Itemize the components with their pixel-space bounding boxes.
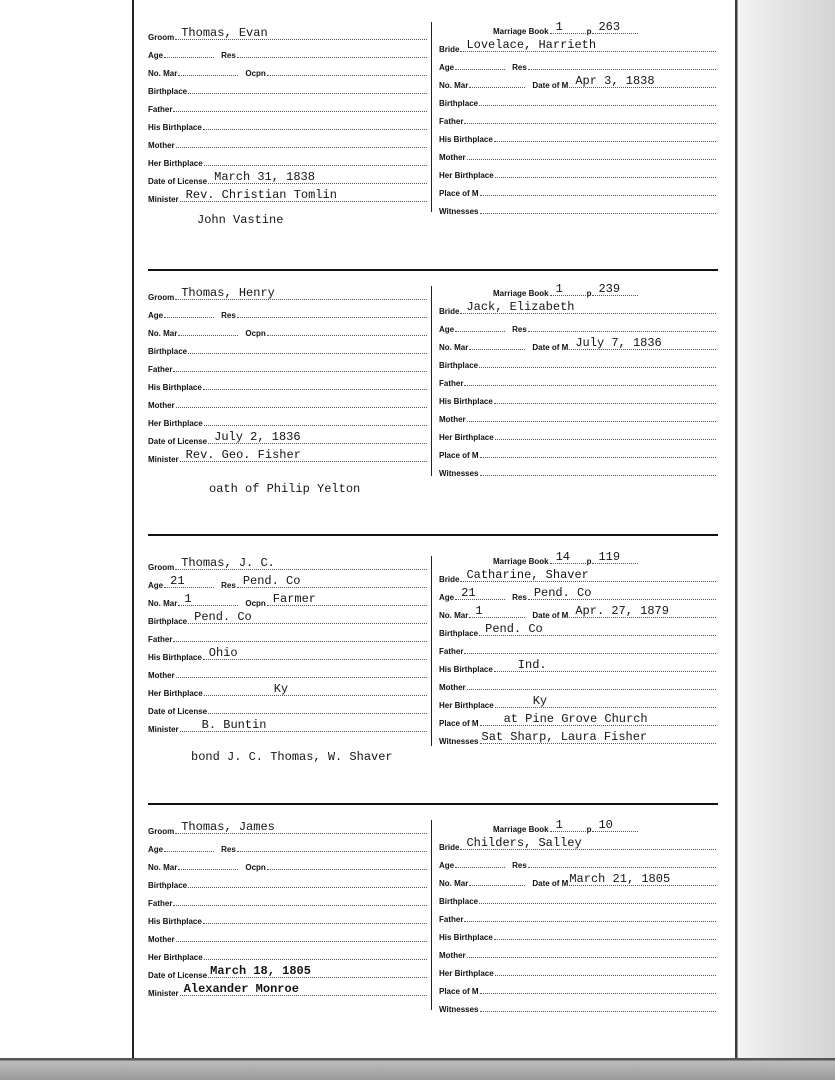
page-label: p [586,289,592,298]
groom-birthplace: Pend. Co [194,610,252,624]
record-divider [148,534,718,536]
bride-mother-label: Mother [439,951,466,960]
groom-row [148,24,428,42]
witnesses-label: Witnesses [439,207,479,216]
bride-birthplace: Pend. Co [485,622,543,636]
bride-no-mar-label: No. Mar [439,879,469,888]
groom-column [148,24,428,204]
minister-label: Minister [148,725,179,734]
mother-label: Mother [148,141,175,150]
marriage-book-row [439,548,717,566]
birthplace-label: Birthplace [148,617,188,626]
license-date: March 18, 1805 [210,964,311,978]
bride-no-mar-row [439,870,717,888]
groom-name: Thomas, Evan [181,26,268,40]
bride-no-mar-label: No. Mar [439,611,469,620]
place-of-m-label: Place of M [439,451,479,460]
card-column-divider [431,820,432,1010]
bride-no-mar-label: No. Mar [439,343,469,352]
minister-name: Alexander Monroe [183,982,299,996]
license-date: March 31, 1838 [214,170,315,184]
bride-mother-row [439,406,717,424]
groom-label: Groom [148,827,175,836]
marriage-book-row [439,18,717,36]
marriage-record-card [145,550,720,774]
mother-row [148,392,428,410]
license-date-label: Date of License [148,971,208,980]
no-mar-row [148,854,428,872]
witnesses-row [439,728,717,746]
birthplace-row [148,78,428,96]
bride-her-birthplace-row [439,960,717,978]
bride-name: Lovelace, Harrieth [466,38,597,52]
age-res-row [148,302,428,320]
minister-name: B. Buntin [201,718,267,732]
license-date-row [148,168,428,186]
bride-his-birthplace-row [439,388,717,406]
date-of-m-label: Date of M [532,879,569,888]
minister-name: Rev. Geo. Fisher [185,448,301,462]
groom-name: Thomas, James [181,820,275,834]
birthplace-row [148,338,428,356]
marriage-book-label: Marriage Book [493,557,549,566]
marriage-record-card [145,20,720,235]
his-birthplace-row [148,374,428,392]
bride-birthplace-row [439,888,717,906]
groom-name: Thomas, J. C. [181,556,275,570]
no-mar-label: No. Mar [148,69,178,78]
bride-birthplace-label: Birthplace [439,99,479,108]
bride-her-birthplace-label: Her Birthplace [439,433,494,442]
marriage-book-label: Marriage Book [493,27,549,36]
bride-label: Bride [439,843,460,852]
bride-column [439,816,717,1014]
marriage-book-number: 1 [555,282,563,296]
license-date-label: Date of License [148,177,208,186]
bride-birthplace-row [439,352,717,370]
bride-mother-label: Mother [439,415,466,424]
bride-age-res-row [439,852,717,870]
bride-age-label: Age [439,63,455,72]
license-date-row [148,698,428,716]
father-label: Father [148,105,173,114]
groom-column [148,284,428,464]
bride-father-label: Father [439,117,464,126]
his-birthplace-label: His Birthplace [148,123,202,132]
groom-column [148,554,428,734]
groom-her-birthplace: Ky [273,682,289,696]
record-divider [148,803,718,805]
place-of-m-row [439,442,717,460]
no-mar-label: No. Mar [148,863,178,872]
bride-name: Childers, Salley [466,836,582,850]
no-mar-row [148,320,428,338]
bride-age-label: Age [439,861,455,870]
record-divider [148,269,718,271]
groom-label: Groom [148,293,175,302]
bride-res-label: Res [512,325,527,334]
marriage-book-page: 10 [598,818,613,832]
marriage-book-number: 1 [555,20,563,34]
age-label: Age [148,581,164,590]
ocpn-label: Ocpn [245,599,266,608]
age-label: Age [148,51,164,60]
bride-name: Catharine, Shaver [466,568,589,582]
age-label: Age [148,311,164,320]
groom-age: 21 [170,574,185,588]
ocpn-label: Ocpn [245,329,266,338]
bride-res-label: Res [512,861,527,870]
groom-no-mar: 1 [184,592,192,606]
birthplace-row [148,872,428,890]
date-of-m-label: Date of M [532,343,569,352]
bride-no-mar-label: No. Mar [439,81,469,90]
age-res-row [148,42,428,60]
witnesses-label: Witnesses [439,737,479,746]
birthplace-label: Birthplace [148,347,188,356]
witnesses-names: Sat Sharp, Laura Fisher [481,730,648,744]
bride-label: Bride [439,575,460,584]
bride-no-mar-row [439,72,717,90]
bride-column [439,548,717,746]
her-birthplace-row [148,410,428,428]
her-birthplace-row [148,150,428,168]
marriage-book-page: 263 [598,20,621,34]
mother-row [148,132,428,150]
card-column-divider [431,22,432,212]
age-res-row [148,572,428,590]
bride-label: Bride [439,307,460,316]
witnesses-row [439,996,717,1014]
her-birthplace-label: Her Birthplace [148,689,203,698]
groom-row [148,284,428,302]
bride-father-label: Father [439,379,464,388]
marriage-place: at Pine Grove Church [503,712,648,726]
age-res-row [148,836,428,854]
bride-her-birthplace-label: Her Birthplace [439,701,494,710]
bride-row [439,834,717,852]
groom-row [148,818,428,836]
bride-his-birthplace-label: His Birthplace [439,665,493,674]
marriage-date: Apr. 27, 1879 [575,604,669,618]
scan-left-margin [0,0,134,1080]
bride-age-label: Age [439,325,455,334]
res-label: Res [221,51,236,60]
minister-label: Minister [148,455,179,464]
bride-his-birthplace-row [439,656,717,674]
his-birthplace-label: His Birthplace [148,653,202,662]
father-label: Father [148,365,173,374]
bride-name: Jack, Elizabeth [466,300,575,314]
her-birthplace-label: Her Birthplace [148,953,203,962]
page-label: p [586,825,592,834]
her-birthplace-row [148,944,428,962]
bride-her-birthplace-label: Her Birthplace [439,969,494,978]
her-birthplace-label: Her Birthplace [148,159,203,168]
license-date-row [148,962,428,980]
father-row [148,356,428,374]
scan-right-edge [735,0,835,1080]
birthplace-label: Birthplace [148,881,188,890]
bride-mother-row [439,942,717,960]
bride-birthplace-label: Birthplace [439,629,479,638]
groom-res: Pend. Co [242,574,301,588]
bride-age-res-row [439,316,717,334]
bride-his-birthplace-row [439,126,717,144]
bride-no-mar: 1 [475,604,483,618]
groom-column [148,818,428,998]
marriage-book-row [439,280,717,298]
bride-her-birthplace-row [439,162,717,180]
groom-name: Thomas, Henry [181,286,275,300]
birthplace-label: Birthplace [148,87,188,96]
groom-label: Groom [148,563,175,572]
page-label: p [586,27,592,36]
minister-label: Minister [148,195,179,204]
minister-row [148,186,428,204]
bride-father-label: Father [439,647,464,656]
license-date-label: Date of License [148,437,208,446]
father-label: Father [148,899,173,908]
groom-label: Groom [148,33,175,42]
his-birthplace-row [148,114,428,132]
bride-res-label: Res [512,593,527,602]
mother-label: Mother [148,935,175,944]
place-of-m-row [439,978,717,996]
minister-row [148,446,428,464]
bride-mother-row [439,144,717,162]
marriage-record-card [145,284,720,504]
his-birthplace-label: His Birthplace [148,917,202,926]
minister-row [148,716,428,734]
marriage-book-label: Marriage Book [493,289,549,298]
father-row [148,626,428,644]
bride-label: Bride [439,45,460,54]
mother-label: Mother [148,671,175,680]
bride-age-label: Age [439,593,455,602]
scan-bottom-edge [0,1058,835,1080]
bride-father-row [439,906,717,924]
mother-label: Mother [148,401,175,410]
place-of-m-label: Place of M [439,189,479,198]
bride-column [439,280,717,478]
bride-birthplace-row [439,90,717,108]
license-date: July 2, 1836 [214,430,301,444]
card-column-divider [431,556,432,746]
her-birthplace-label: Her Birthplace [148,419,203,428]
her-birthplace-row [148,680,428,698]
bride-row [439,36,717,54]
bride-row [439,566,717,584]
minister-label: Minister [148,989,179,998]
date-of-m-label: Date of M [532,611,569,620]
father-row [148,96,428,114]
age-label: Age [148,845,164,854]
ocpn-label: Ocpn [245,863,266,872]
groom-row [148,554,428,572]
place-of-m-row [439,180,717,198]
bride-no-mar-row [439,334,717,352]
marriage-book-page: 239 [598,282,621,296]
his-birthplace-row [148,644,428,662]
groom-ocpn: Farmer [272,592,317,606]
license-date-label: Date of License [148,707,208,716]
bride-his-birthplace-row [439,924,717,942]
marriage-date: March 21, 1805 [569,872,671,886]
res-label: Res [221,845,236,854]
his-birthplace-label: His Birthplace [148,383,202,392]
marriage-record-card [145,818,720,1018]
bride-age-res-row [439,54,717,72]
bride-birthplace-row [439,620,717,638]
marriage-book-row [439,816,717,834]
bride-mother-row [439,674,717,692]
page-label: p [586,557,592,566]
marriage-book-page: 119 [598,550,621,564]
record-note: John Vastine [197,213,284,227]
marriage-book-label: Marriage Book [493,825,549,834]
bride-age: 21 [461,586,476,600]
card-column-divider [431,286,432,476]
record-note: bond J. C. Thomas, W. Shaver [191,750,393,764]
minister-name: Rev. Christian Tomlin [185,188,337,202]
bride-his-birthplace-label: His Birthplace [439,933,493,942]
date-of-m-label: Date of M [532,81,569,90]
bride-column [439,18,717,216]
bride-his-birthplace: Ind. [517,658,547,672]
bride-father-row [439,638,717,656]
bride-age-res-row [439,584,717,602]
witnesses-row [439,198,717,216]
witnesses-label: Witnesses [439,469,479,478]
witnesses-label: Witnesses [439,1005,479,1014]
bride-no-mar-row [439,602,717,620]
record-note: oath of Philip Yelton [209,482,361,496]
no-mar-label: No. Mar [148,329,178,338]
res-label: Res [221,581,236,590]
witnesses-row [439,460,717,478]
minister-row [148,980,428,998]
res-label: Res [221,311,236,320]
bride-her-birthplace-row [439,424,717,442]
bride-row [439,298,717,316]
mother-row [148,926,428,944]
bride-his-birthplace-label: His Birthplace [439,397,493,406]
no-mar-row [148,590,428,608]
bride-mother-label: Mother [439,153,466,162]
birthplace-row [148,608,428,626]
bride-her-birthplace-row [439,692,717,710]
mother-row [148,662,428,680]
bride-res-label: Res [512,63,527,72]
bride-res: Pend. Co [533,586,592,600]
bride-father-row [439,370,717,388]
his-birthplace-row [148,908,428,926]
bride-birthplace-label: Birthplace [439,897,479,906]
father-row [148,890,428,908]
bride-her-birthplace: Ky [532,694,548,708]
father-label: Father [148,635,173,644]
bride-birthplace-label: Birthplace [439,361,479,370]
place-of-m-label: Place of M [439,987,479,996]
no-mar-row [148,60,428,78]
marriage-book-number: 1 [555,818,563,832]
bride-father-label: Father [439,915,464,924]
no-mar-label: No. Mar [148,599,178,608]
ocpn-label: Ocpn [245,69,266,78]
bride-his-birthplace-label: His Birthplace [439,135,493,144]
place-of-m-row [439,710,717,728]
license-date-row [148,428,428,446]
bride-father-row [439,108,717,126]
marriage-date: July 7, 1836 [575,336,662,350]
bride-mother-label: Mother [439,683,466,692]
place-of-m-label: Place of M [439,719,479,728]
groom-his-birthplace: Ohio [208,646,238,660]
marriage-date: Apr 3, 1838 [575,74,655,88]
marriage-book-number: 14 [555,550,570,564]
bride-her-birthplace-label: Her Birthplace [439,171,494,180]
